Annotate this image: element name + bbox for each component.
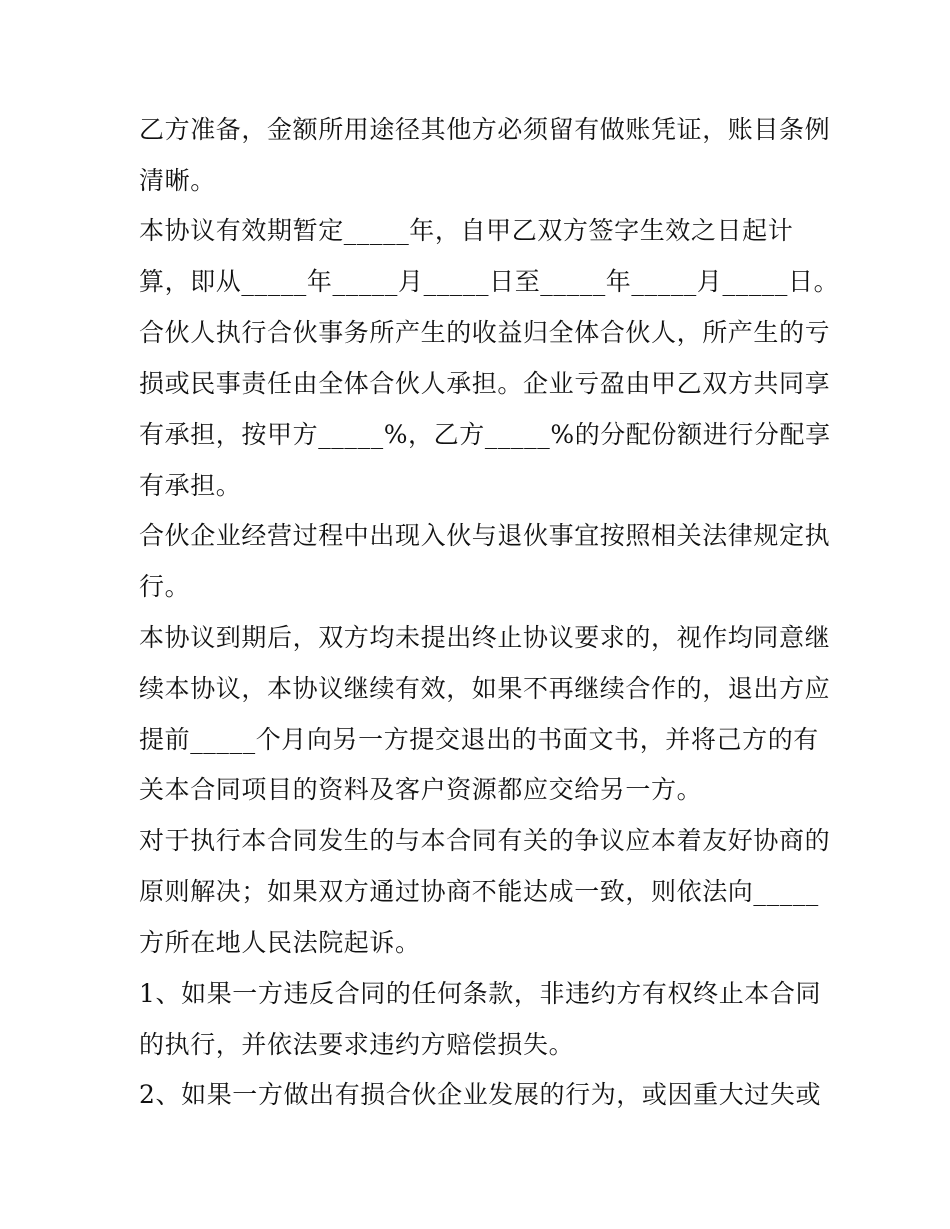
text-line: 合伙人执行合伙事务所产生的收益归全体合伙人，所产生的亏: [139, 318, 831, 347]
text-line: 行。: [139, 572, 191, 601]
text-line: 算，即从_____年_____月_____日至_____年_____月_____日。: [139, 267, 840, 296]
text-line: 本协议到期后，双方均未提出终止协议要求的，视作均同意继: [139, 623, 831, 652]
text-line: 方所在地人民法院起诉。: [139, 928, 421, 957]
text-line: 续本协议，本协议继续有效，如果不再继续合作的，退出方应: [139, 674, 831, 703]
text-line: 2、如果一方做出有损合伙企业发展的行为，或因重大过失或: [139, 1080, 822, 1109]
text-line: 对于执行本合同发生的与本合同有关的争议应本着友好协商的: [139, 826, 831, 855]
text-line: 有承担。: [139, 471, 242, 500]
text-line: 提前_____个月向另一方提交退出的书面文书，并将己方的有: [139, 725, 819, 754]
text-line: 损或民事责任由全体合伙人承担。企业亏盈由甲乙双方共同享: [139, 369, 831, 398]
text-line: 关本合同项目的资料及客户资源都应交给另一方。: [139, 775, 703, 804]
text-line: 原则解决；如果双方通过协商不能达成一致，则依法向_____: [139, 877, 819, 906]
text-line: 乙方准备，金额所用途径其他方必须留有做账凭证，账目条例: [139, 115, 831, 144]
text-line: 有承担，按甲方_____%，乙方_____%的分配份额进行分配享: [139, 420, 831, 449]
text-line: 合伙企业经营过程中出现入伙与退伙事宜按照相关法律规定执: [139, 521, 831, 550]
text-line: 1、如果一方违反合同的任何条款，非违约方有权终止本合同: [139, 979, 822, 1008]
text-line: 的执行，并依法要求违约方赔偿损失。: [139, 1030, 575, 1059]
text-line: 本协议有效期暂定_____年，自甲乙双方签字生效之日起计: [139, 216, 794, 245]
text-line: 清晰。: [139, 166, 216, 195]
